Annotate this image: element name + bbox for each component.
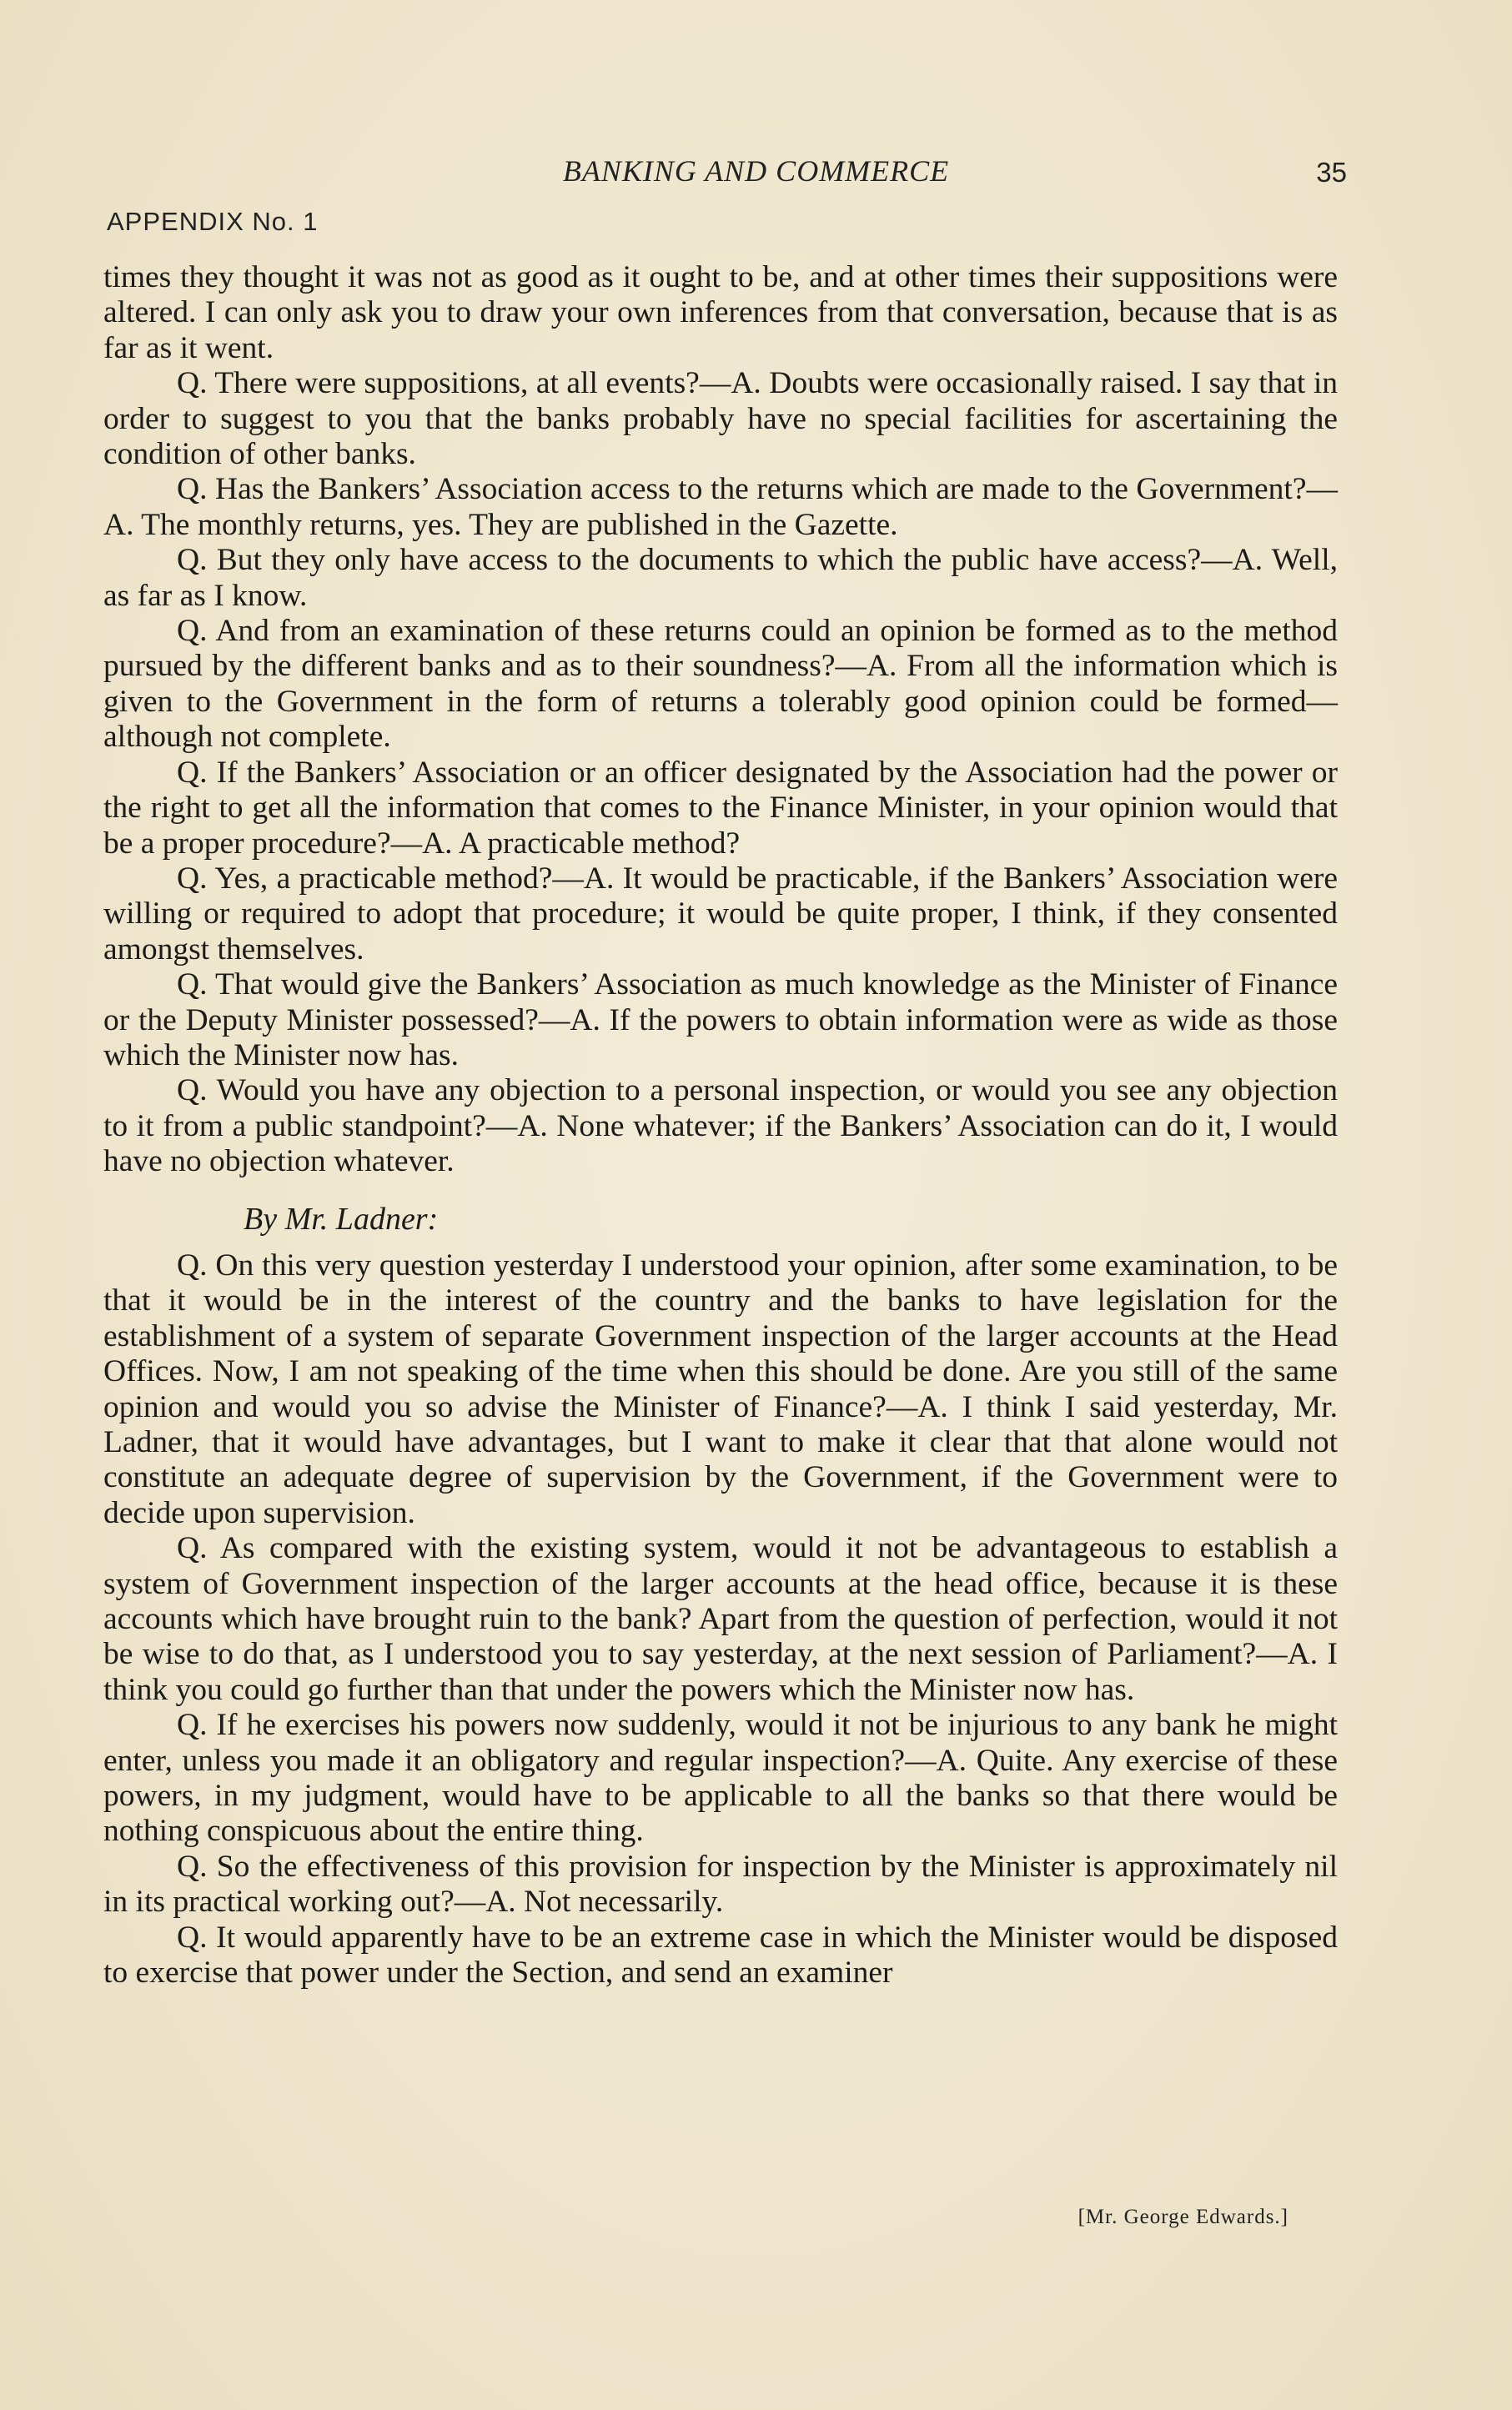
paragraph: Q. On this very question yesterday I understood your opinion, after some examination, to be that it would be in the interest of the country and the banks to have legislation for the establishment of a system of separate Government inspection of the larger accounts at the Head Offices. Now, I am not speaking of the time when this should be done. Are you still of the same opinion and would you so advise the Minister of Finance?—A. I think I said yesterday, Mr. Ladner, that it would have advantages, but I want to make it clear that that alone would not constitute an adequate degree of supervision by the Government, if the Government were to decide upon supervision. xyxy=(103,1248,1338,1530)
speaker-heading: By Mr. Ladner: xyxy=(244,1201,439,1237)
paragraph: Q. Would you have any objection to a personal inspection, or would you see any objection to it from a public standpoint?—A. None whatever; if the Bankers’ Association can do it, I would have no objection whatever. xyxy=(103,1073,1338,1179)
paragraph: Q. As compared with the existing system, would it not be advantageous to establish a system of Government inspection of the larger accounts at the head office, because it is these accounts which have brought ruin to the bank? Apart from the question of perfection, would it not be wise to do that, as I understood you to say yesterday, at the next session of Parliament?—A. I think you could go further than that under the powers which the Minister now has. xyxy=(103,1531,1338,1707)
paragraph: Q. Has the Bankers’ Association access to the returns which are made to the Government?—A. The monthly returns, yes. They are published in the Gazette. xyxy=(103,472,1338,542)
paragraph: Q. But they only have access to the documents to which the public have access?—A. Well, as far as I know. xyxy=(103,543,1338,613)
paragraph: Q. There were suppositions, at all events?—A. Doubts were occasionally raised. I say that in order to suggest to you that the banks probably have no special facilities for ascertaining the condition of other banks. xyxy=(103,366,1338,472)
page-number: 35 xyxy=(1316,157,1347,188)
paragraph: Q. And from an examination of these returns could an opinion be formed as to the method pursued by the different banks and as to their soundness?—A. From all the information which is given to the Government in the form of returns a tolerably good opinion could be formed—although not complete. xyxy=(103,614,1338,755)
paragraph: Q. So the effectiveness of this provision for inspection by the Minister is approximately nil in its practical working out?—A. Not necessarily. xyxy=(103,1849,1338,1920)
paragraph: Q. If he exercises his powers now suddenly, would it not be injurious to any bank he might enter, unless you made it an obligatory and regular inspection?—A. Quite. Any exercise of these powers, in my judgment, would have to be applicable to all the banks so that there would be nothing conspicuous about the entire thing. xyxy=(103,1708,1338,1849)
paragraph: times they thought it was not as good as it ought to be, and at other times their suppositions were altered. I can only ask you to draw your own inferences from that conversation, because that is as far as it went. xyxy=(103,260,1338,365)
paragraph: Q. Yes, a practicable method?—A. It would be practicable, if the Bankers’ Association were willing or required to adopt that procedure; it would be quite proper, I think, if they consented amongst themselves. xyxy=(103,861,1338,967)
witness-attribution: [Mr. George Edwards.] xyxy=(1077,2206,1288,2228)
paragraph: Q. If the Bankers’ Association or an officer designated by the Association had the power or the right to get all the information that comes to the Finance Minister, in your opinion would that be a proper procedure?—A. A practicable method? xyxy=(103,755,1338,861)
paragraph: Q. That would give the Bankers’ Association as much knowledge as the Minister of Finance or the Deputy Minister possessed?—A. If the powers to obtain information were as wide as those which the Minister now has. xyxy=(103,967,1338,1072)
body-text xyxy=(103,260,1338,1991)
running-title: BANKING AND COMMERCE xyxy=(562,154,950,188)
paragraph: Q. It would apparently have to be an extreme case in which the Minister would be disposed to exercise that power under the Section, and send an examiner xyxy=(103,1920,1338,1991)
appendix-label: APPENDIX No. 1 xyxy=(107,207,319,236)
